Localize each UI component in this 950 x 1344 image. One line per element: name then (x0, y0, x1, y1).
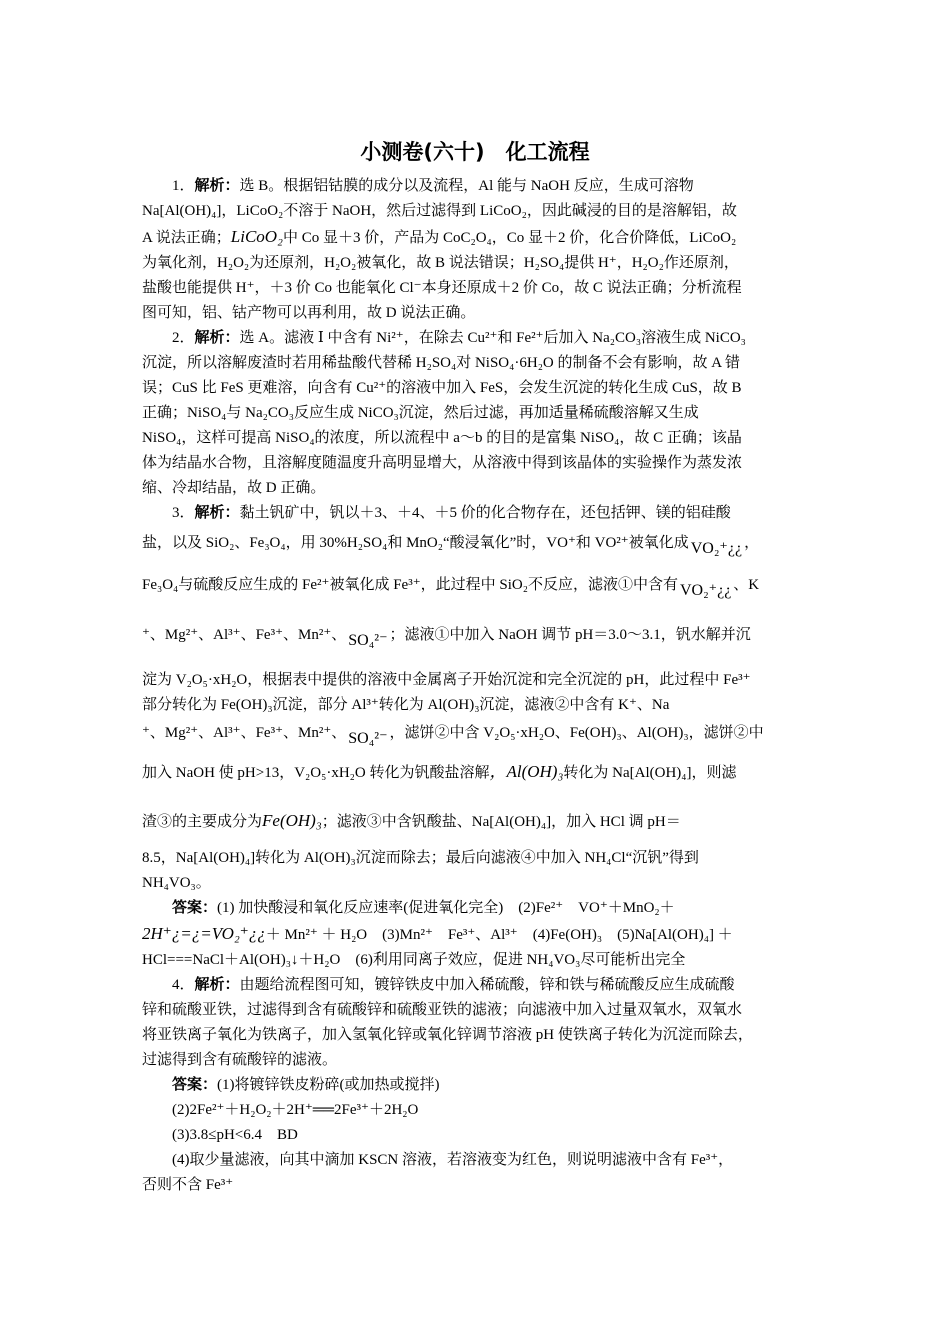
q4-answer-text: (1)将镀锌铁皮粉碎(或加热或搅拌) (217, 1077, 440, 1093)
q2-number: 2． (172, 330, 195, 346)
q3-text: Fe₃O₄与硫酸反应生成的 Fe²⁺被氧化成 Fe³⁺，此过程中 SiO₂不反应，滤液①中含有 (142, 577, 678, 593)
q2-text: 正确；NiSO₄与 Na₂CO₃反应生成 NiCO₃沉淀，然后过滤，再加适量稀硫酸溶解又生成 (142, 405, 699, 421)
q2-text: 体为结晶水合物，且溶解度随温度升高明显增大，从溶液中得到该晶体的实验操作为蒸发浓 (142, 455, 743, 471)
q3-text: ；滤液①中加入 NaOH 调节 pH＝3.0～3.1，钒水解并沉 (389, 627, 751, 643)
q3-text: ⁺、Mg²⁺、Al³⁺、Fe³⁺、Mn²⁺、 (142, 627, 347, 643)
vo2-ion-formula: VO₂⁺¿¿ (679, 582, 732, 599)
q3-text: ，滤饼②中含 V₂O₅·xH₂O、Fe(OH)₃、Al(OH)₃，滤饼②中 (389, 725, 764, 741)
q2-text: 选 A。滤液 Ⅰ 中含有 Ni²⁺，在除去 Cu²⁺和 Fe²⁺后加入 Na₂CO₃溶液生成 NiCO₃ (239, 330, 746, 346)
q2-text: 误；CuS 比 FeS 更难溶，向含有 Cu²⁺的溶液中加入 FeS，会发生沉淀的转化生成 CuS，故 B (142, 380, 742, 396)
q1-label: 解析： (194, 178, 240, 194)
q4-answer-text: 否则不含 Fe³⁺ (142, 1177, 234, 1193)
q4-text: 过滤得到含有硫酸锌的滤液。 (142, 1052, 338, 1068)
q1-text: A 说法正确； (142, 230, 231, 246)
q1-text: 盐酸也能提供 H⁺，＋3 价 Co 也能氧化 Cl⁻本身还原成＋2 价 Co，故 C 说法正确；分析流程 (142, 280, 742, 296)
page-title: 小测卷(六十) 化工流程 (360, 140, 590, 164)
q4-text: 将亚铁离子氧化为铁离子，加入氢氧化锌或氧化锌调节溶液 pH 使铁离子转化为沉淀而除去， (142, 1027, 753, 1043)
q3-text: NH₄VO₃。 (142, 875, 211, 891)
so4-ion-formula: SO₄²⁻ (348, 730, 388, 747)
q3-answer-text: ＋ Mn²⁺ ＋ H₂O (3)Mn²⁺ Fe³⁺、Al³⁺ (4)Fe(OH)₃ (5)Na[Al(OH)₄] ＋ (265, 927, 733, 943)
q3-text: 8.5，Na[Al(OH)₄]转化为 Al(OH)₃沉淀而除去；最后向滤液④中加入 NH₄Cl“沉钒”得到 (142, 850, 699, 866)
vo2-ion-formula: VO₂⁺¿¿ (690, 540, 743, 557)
q1-formula: LiCoO₂ (230, 227, 283, 246)
q3-text: 加入 NaOH 使 pH>13，V₂O₅·xH₂O 转化为钒酸盐溶解 (142, 765, 490, 781)
q3-text: 盐，以及 SiO₂、Fe₃O₄，用 30%H₂SO₄和 MnO₂“酸浸氧化”时，VO⁺和 VO²⁺被氧化成 (142, 535, 689, 551)
q2-text: NiSO₄，这样可提高 NiSO₄的浓度，所以流程中 a～b 的目的是富集 NiSO₄，故 C 正确；该晶 (142, 430, 742, 446)
q1-text: 选 B。根据铝钴膜的成分以及流程，Al 能与 NaOH 反应，生成可溶物 (239, 178, 694, 194)
q3-text: ；滤液③中含钒酸盐、Na[Al(OH)₄]，加入 HCl 调 pH＝ (321, 814, 681, 830)
q1-text: 中 Co 显＋3 价，产品为 CoC₂O₄，Co 显＋2 价，化合价降低，LiCoO₂ (282, 230, 737, 246)
q3-answer-label: 答案： (172, 900, 218, 916)
q1-text: Na[Al(OH)₄]，LiCoO₂不溶于 NaOH，然后过滤得到 LiCoO₂，因此碱浸的目的是溶解铝，故 (142, 203, 737, 219)
q2-text: 沉淀，所以溶解废渣时若用稀盐酸代替稀 H₂SO₄对 NiSO₄·6H₂O 的制备不会有影响，故 A 错 (142, 355, 741, 371)
q1-text: 图可知，铝、钴产物可以再利用，故 D 说法正确。 (142, 305, 476, 321)
q1-text: 为氧化剂，H₂O₂为还原剂，H₂O₂被氧化，故 B 说法错误；H₂SO₄提供 H⁺，H₂O₂作还原剂， (142, 255, 739, 271)
q4-answer-label: 答案： (172, 1077, 218, 1093)
q2-text: 缩、冷却结晶，故 D 正确。 (142, 480, 326, 496)
q1-number: 1． (172, 178, 195, 194)
q3-text: 转化为 Na[Al(OH)₄]，则滤 (563, 765, 737, 781)
q4-number: 4． (172, 977, 195, 993)
q2-label: 解析： (194, 330, 240, 346)
so4-ion-formula: SO₄²⁻ (348, 632, 388, 649)
q4-answer-text: (4)取少量滤液，向其中滴加 KSCN 溶液，若溶液变为红色，则说明滤液中含有 Fe³⁺， (172, 1152, 734, 1168)
q3-answer-text: (1) 加快酸浸和氧化反应速率(促进氧化完全) (2)Fe²⁺ VO⁺＋MnO₂＋ (217, 900, 675, 916)
question-2-analysis (142, 326, 810, 501)
q3-text: 渣③的主要成分为 (142, 814, 263, 830)
h-ion-formula: 2H⁺¿=¿=VO₂⁺¿¿ (142, 924, 266, 943)
q3-number: 3． (172, 505, 195, 521)
q3-text: ⁺、Mg²⁺、Al³⁺、Fe³⁺、Mn²⁺、 (142, 725, 347, 741)
document-body (142, 174, 810, 1198)
q3-text: 淀为 V₂O₅·xH₂O，根据表中提供的溶液中金属离子开始沉淀和完全沉淀的 pH，此过程中 Fe³⁺ (142, 672, 751, 688)
q4-text: 由题给流程图可知，镀锌铁皮中加入稀硫酸，锌和铁与稀硫酸反应生成硫酸 (239, 977, 735, 993)
q3-answer-text: HCl===NaCl＋Al(OH)₃↓＋H₂O (6)利用同离子效应，促进 NH₄VO₃尽可能析出完全 (142, 952, 686, 968)
q4-text: 锌和硫酸亚铁，过滤得到含有硫酸锌和硫酸亚铁的滤液；向滤液中加入过量双氧水，双氧水 (142, 1002, 743, 1018)
q4-label: 解析： (194, 977, 240, 993)
aloh3-formula: ，Al(OH)₃ (489, 762, 564, 781)
q3-text: 、K (733, 577, 760, 593)
q4-answer-text: (3)3.8≤pH<6.4 BD (172, 1127, 298, 1143)
feoh3-formula: Fe(OH)₃ (262, 811, 322, 830)
q3-text: 黏土钒矿中，钒以＋3、＋4、＋5 价的化合物存在，还包括钾、镁的铝硅酸 (239, 505, 731, 521)
question-4-analysis (142, 973, 810, 1198)
question-3-analysis: 3．解析：黏土钒矿中，钒以＋3、＋4、＋5 价的化合物存在，还包括钾、镁的铝硅酸 盐，以及 SiO₂、Fe₃O₄，用 30%H₂SO₄和 MnO₂“酸浸氧化”时，VO⁺和 VO²⁺被氧化成 VO₂⁺¿¿ ， Fe₃O₄与硫酸反应生成的 Fe²⁺被氧化成 Fe³⁺，此过程中 SiO₂不反应，滤液①中含有 VO₂⁺¿¿ 、K ⁺、Mg²⁺、Al³⁺、Fe³⁺、Mn²⁺、 SO₄²⁻ ；滤液①中加入 NaOH 调节 pH＝3.0～3.1，钒水解并沉 淀为 V₂O₅·xH₂O，根据表中提供的溶液中金属离子开始沉淀和完全沉淀的 pH，此过程中 Fe³⁺ 部分转化为 Fe(OH)₃沉淀，部分 Al³⁺转化为 Al(OH)₃沉淀，滤液②中含有 K⁺、Na ⁺、Mg²⁺、Al³⁺、Fe³⁺、Mn²⁺、 SO₄²⁻ ，滤饼②中含 V₂O₅·xH₂O、Fe(OH)₃、Al(OH)₃，滤饼②中 加入 NaOH 使 pH>13，V₂O₅·xH₂O 转化为钒酸盐溶解，Al(OH)₃转化为 Na[Al(OH)₄]，则滤 渣③的主要成分为Fe(OH)₃；滤液③中含钒酸盐、Na[Al(OH)₄]，加入 HCl 调 pH＝ 8.5，Na[Al(OH)₄]转化为 Al(OH)₃沉淀而除去；最后向滤液④中加入 NH₄Cl“沉钒”得到 NH₄VO₃。 答案：(1) 加快酸浸和氧化反应速率(促进氧化完全) (2)Fe²⁺ VO⁺＋MnO₂＋ 2H⁺¿=¿=VO₂⁺¿¿＋ Mn²⁺ ＋ H₂O (3)Mn²⁺ Fe³⁺、Al³⁺ (4)Fe(OH)₃ (5)Na[Al(OH)₄] ＋ HCl===NaCl＋Al(OH)₃↓＋H₂O (6)利用同离子效应，促进 NH₄VO₃尽可能析出完全 (142, 501, 810, 973)
q3-label: 解析： (194, 505, 240, 521)
q4-answer-text: (2)2Fe²⁺＋H₂O₂＋2H⁺══2Fe³⁺＋2H₂O (172, 1102, 419, 1118)
q3-text: 部分转化为 Fe(OH)₃沉淀，部分 Al³⁺转化为 Al(OH)₃沉淀，滤液②中含有 K⁺、Na (142, 697, 670, 713)
question-1-analysis (142, 174, 810, 326)
